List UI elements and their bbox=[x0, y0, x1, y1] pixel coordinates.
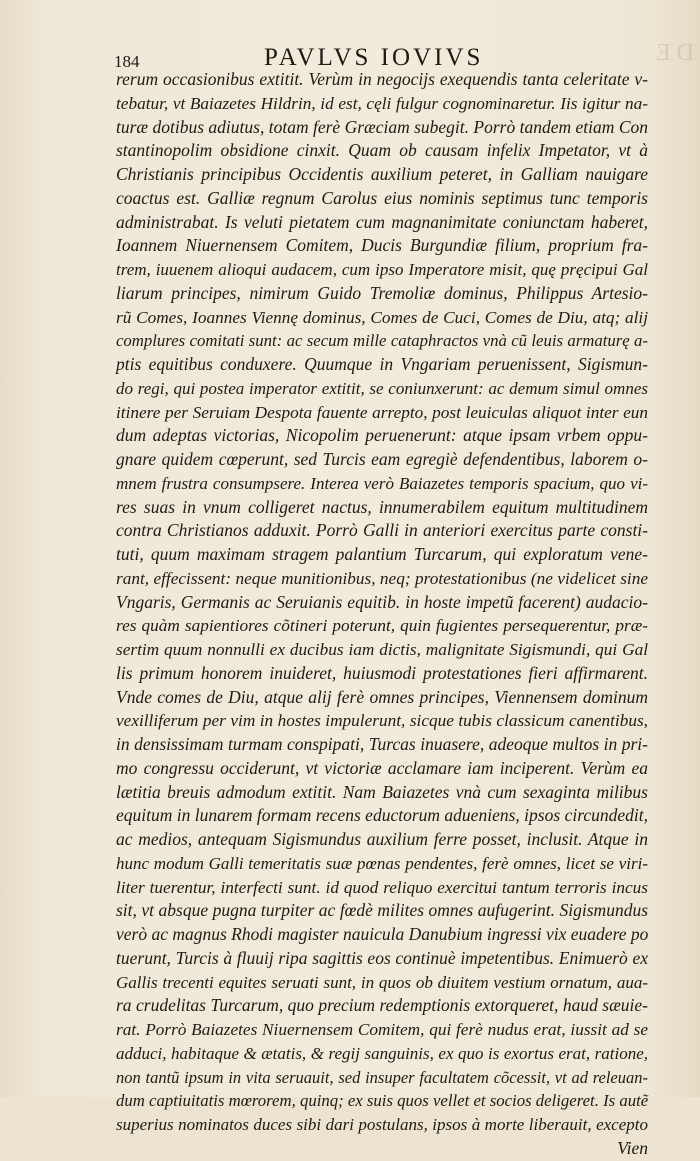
text-line: rant, effecissent: neque munitionibus, neq; protestationibus (ne videlicet sine bbox=[116, 568, 648, 588]
text-line: turæ dotibus adiutus, totam ferè Græciam subegit. Porrò tandem etiam Con bbox=[116, 116, 648, 137]
text-line: mnem frustra consumpsere. Interea verò Baiazetes temporis spacium, quo vi- bbox=[116, 473, 648, 493]
text-line: vexilliferum per vim in hostes impulerunt, sicque tubis classicum canentibus, bbox=[116, 711, 648, 731]
text-line: Ioannem Niuernensem Comitem, Ducis Burgundiæ filium, proprium fra- bbox=[116, 235, 648, 256]
text-line: trem, iuuenem alioqui audacem, cum ipso Imperatore misit, quę pręcipui Gal bbox=[116, 260, 648, 279]
running-head: PAVLVS IOVIVS bbox=[264, 44, 484, 71]
text-line: contra Christianos adduxit. Porrò Galli in anteriori exercitus parte consti- bbox=[116, 520, 648, 541]
text-line: lis primum honorem inuideret, huiusmodi protestationes fieri affirmarent. bbox=[116, 662, 648, 683]
body-text bbox=[116, 68, 648, 1161]
text-line: administrabat. Is veluti pietatem cum magnanimitate coniunctam haberet, bbox=[116, 211, 648, 232]
text-line: do regi, qui postea imperator extitit, se coniunxerunt: ac demum simul omnes bbox=[116, 378, 648, 398]
text-line: liarum principes, nimirum Guido Tremoliæ dominus, Philippus Artesio- bbox=[116, 282, 648, 303]
text-line: rũ Comes, Ioannes Viennę dominus, Comes de Cuci, Comes de Diu, atq; alij bbox=[116, 307, 648, 327]
text-line: rat. Porrò Baiazetes Niuernensem Comitem, qui ferè nudus erat, iussit ad se bbox=[116, 1020, 648, 1039]
text-line: coactus est. Galliæ regnum Carolus eius nominis septimus tunc temporis bbox=[116, 187, 648, 208]
text-line: ptis equitibus conduxere. Quumque in Vngariam peruenissent, Sigismun- bbox=[116, 354, 648, 374]
text-line: equitum in lunarem formam recens eductorum adueniens, ipsos circundedit, bbox=[116, 805, 648, 826]
text-line: in densissimam turmam conspipati, Turcas inuasere, adeoque multos in pri- bbox=[116, 734, 648, 754]
text-line: non tantũ ipsum in vita seruauit, sed insuper facultatem cõcessit, vt ad releuan- bbox=[116, 1067, 648, 1087]
text-line: Gallis trecenti equites seruati sunt, in quos ob diuitem vestium ornatum, aua- bbox=[116, 972, 648, 992]
text-line: liter tuerentur, interfecti sunt. id quod reliquo exercitui tantum terroris incus bbox=[116, 877, 648, 897]
text-line: stantinopolim obsidione cinxit. Quam ob causam infelix Impetator, vt à bbox=[116, 140, 648, 161]
text-line: Vnde comes de Diu, atque alij ferè omnes principes, Viennensem dominum bbox=[116, 686, 648, 707]
text-line: complures comitati sunt: ac secum mille cataphractos vnà cũ leuis armaturę a- bbox=[116, 331, 648, 351]
text-line: sertim quum nonnulli ex ducibus iam dictis, malignitate Sigismundi, qui Gal bbox=[116, 640, 648, 659]
text-line: lætitia breuis admodum extitit. Nam Baiazetes vnà cum sexaginta milibus bbox=[116, 781, 648, 802]
text-line: ra crudelitas Turcarum, quo precium redemptionis extorqueret, haud sæuie- bbox=[116, 995, 648, 1016]
text-line: gnare quidem cœperunt, sed Turcis eam egregiè defendentibus, laborem o- bbox=[116, 449, 648, 469]
catchword: Vien bbox=[617, 1137, 648, 1158]
text-line: mo congressu occiderunt, vt victoriæ acclamare iam inciperent. Verùm ea bbox=[116, 757, 648, 778]
text-line: rerum occasionibus extitit. Verùm in negocijs exequendis tanta celeritate v- bbox=[116, 69, 648, 89]
text-line: superius nominatos duces sibi dari postulans, ipsos à morte liberauit, excepto bbox=[116, 1115, 648, 1134]
text-line: tebatur, vt Baiazetes Hildrin, id est, cęli fulgur cognominaretur. Iis igitur na- bbox=[116, 93, 648, 113]
text-line: dum captiuitatis mœrorem, quinq; ex suis quos vellet et socios deligeret. Is autẽ bbox=[116, 1091, 649, 1111]
text-line: Christianis principibus Occidentis auxilium peteret, in Galliam nauigare bbox=[116, 164, 648, 184]
text-line: adduci, habitaque & ætatis, & regij sanguinis, ex quo is exortus erat, ratione, bbox=[116, 1043, 648, 1063]
text-line: verò ac magnus Rhodi magister nauicula Danubium ingressi vix euadere po bbox=[116, 924, 649, 944]
text-line: sit, vt absque pugna turpiter ac fœdè milites omnes aufugerint. Sigismundus bbox=[116, 900, 648, 921]
text-line: ac medios, antequam Sigismundus auxilium ferre posset, inclusit. Atque in bbox=[116, 829, 648, 849]
text-line: itinere per Seruiam Despota fauente arrepto, post leuiculas aliquot inter eun bbox=[116, 402, 648, 422]
text-line: dum adeptas victorias, Nicopolim peruenerunt: atque ipsam vrbem oppu- bbox=[116, 425, 648, 446]
text-line: hunc modum Galli temeritatis suæ pœnas pendentes, ferè omnes, licet se viri- bbox=[116, 853, 648, 873]
page-number: 184 bbox=[114, 52, 140, 71]
text-line: res suas in vnum colligeret nactus, innumerabilem equitum multitudinem bbox=[116, 496, 648, 517]
bleed-through-text: DE bbox=[650, 40, 694, 66]
text-line: res quàm sapientiores cõtineri poterunt, quin fugientes persequerentur, præ- bbox=[116, 616, 648, 636]
text-line: Vngaris, Germanis ac Seruianis equitib. in hoste impetũ facerent) audacio- bbox=[116, 591, 648, 612]
text-line: tuti, quum maximam stragem palantium Turcarum, qui exploratum vene- bbox=[116, 544, 648, 564]
text-line: tuerunt, Turcis à fluuij ripa sagittis eos continuè impetentibus. Enimuerò ex bbox=[116, 947, 648, 968]
